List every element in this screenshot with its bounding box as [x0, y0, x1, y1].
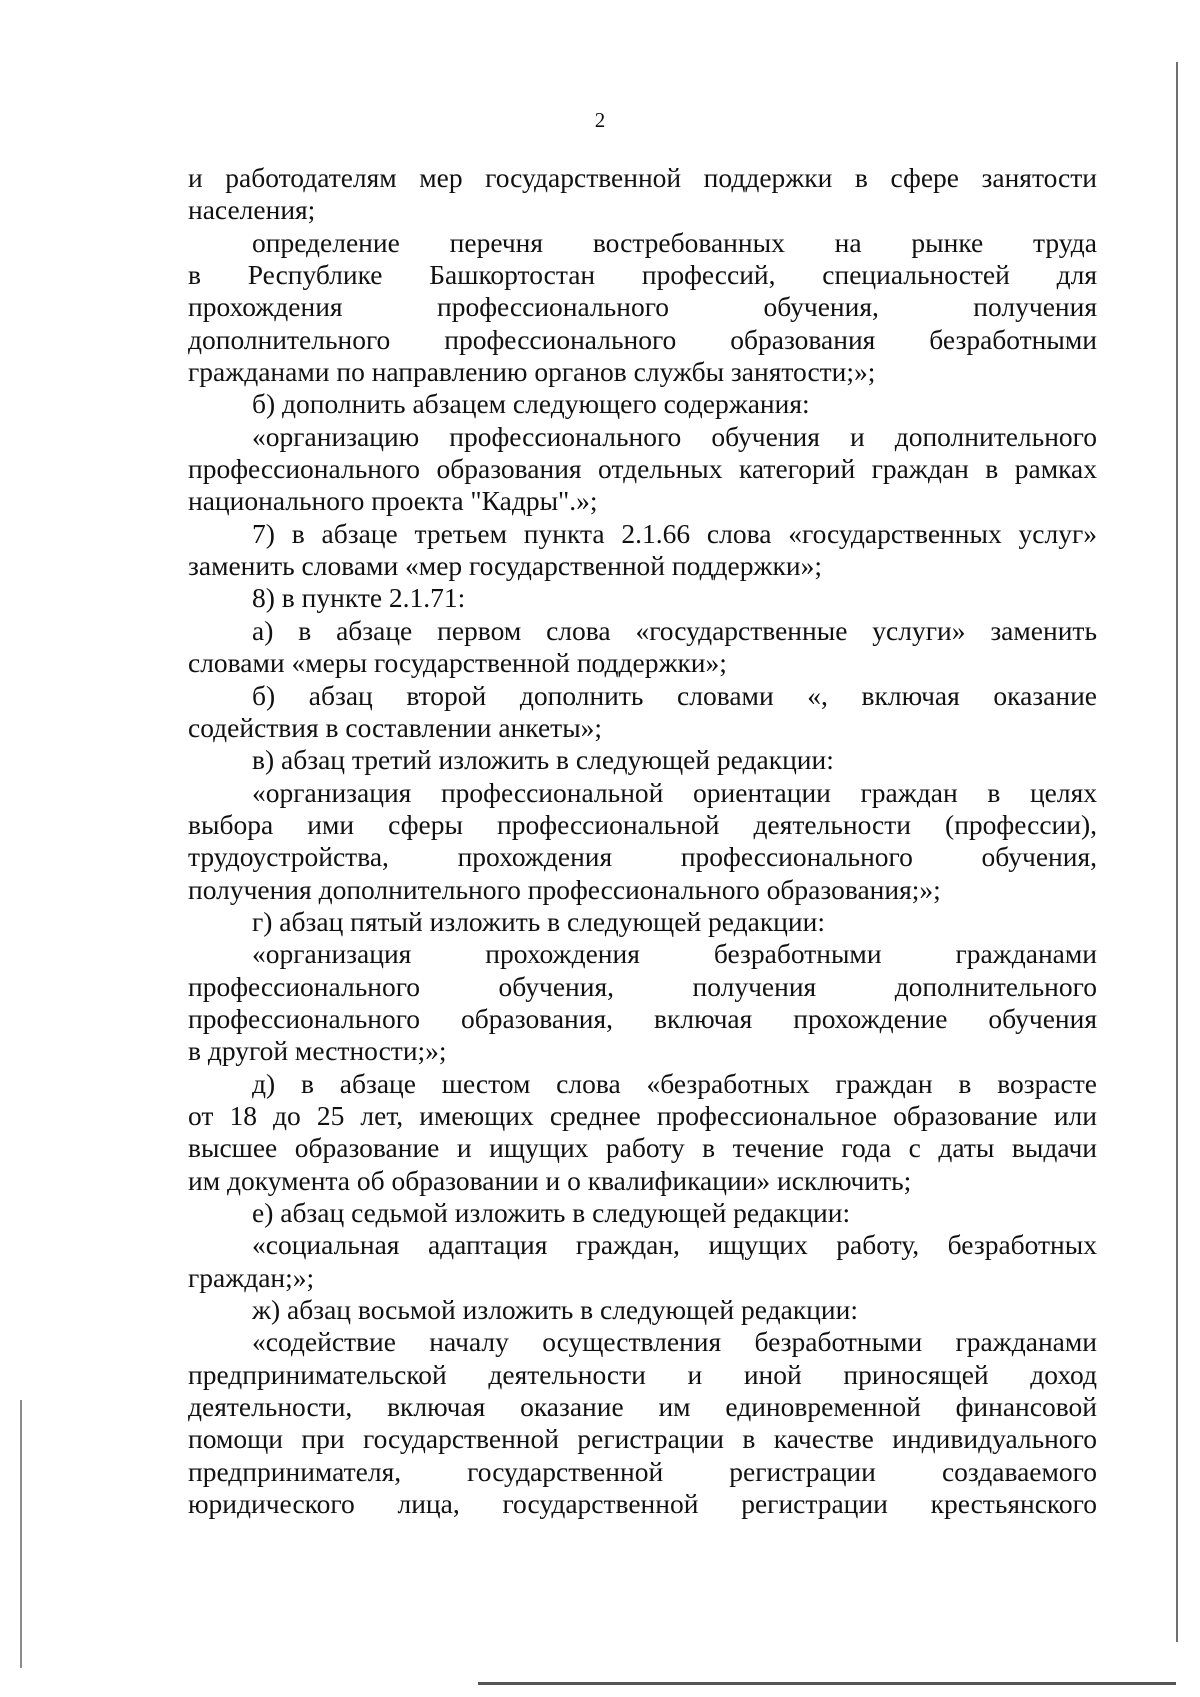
- text-line: в другой местности;»;: [188, 1035, 447, 1067]
- scan-edge-left: [20, 1400, 22, 1668]
- text-line: юридического лица, государственной регистрации крестьянского: [188, 1488, 1097, 1520]
- text-line: 8) в пункте 2.1.71:: [252, 582, 466, 614]
- text-line: в Республике Башкортостан профессий, специальностей для: [188, 259, 1097, 291]
- text-line: б) абзац второй дополнить словами «, включая оказание: [252, 679, 1097, 711]
- document-body: [188, 162, 1097, 1520]
- text-line: ж) абзац восьмой изложить в следующей редакции:: [252, 1294, 858, 1326]
- text-line: гражданами по направлению органов службы занятости;»;: [188, 356, 876, 388]
- text-line: «организация прохождения безработными гражданами: [252, 938, 1097, 970]
- text-line: «организацию профессионального обучения и дополнительного: [252, 420, 1097, 452]
- text-line: г) абзац пятый изложить в следующей редакции:: [252, 905, 825, 937]
- text-line: трудоустройства, прохождения профессионального обучения,: [188, 841, 1097, 873]
- text-line: е) абзац седьмой изложить в следующей редакции:: [252, 1197, 851, 1228]
- text-line: национального проекта "Кадры".»;: [188, 485, 598, 517]
- text-line: б) дополнить абзацем следующего содержания:: [252, 388, 810, 420]
- text-line: граждан;»;: [188, 1261, 315, 1293]
- text-line: а) в абзаце первом слова «государственные услуги» заменить: [252, 614, 1097, 646]
- text-line: «социальная адаптация граждан, ищущих работу, безработных: [252, 1229, 1097, 1261]
- text-line: содействия в составлении анкеты»;: [188, 711, 603, 743]
- text-line: предпринимателя, государственной регистрации создаваемого: [188, 1455, 1097, 1487]
- scan-edge-bottom: [478, 1682, 1176, 1685]
- text-line: д) в абзаце шестом слова «безработных граждан в возрасте: [252, 1067, 1097, 1099]
- text-line: и работодателям мер государственной поддержки в сфере занятости: [188, 162, 1097, 193]
- text-line: словами «меры государственной поддержки»;: [188, 647, 727, 679]
- text-line: заменить словами «мер государственной поддержки»;: [188, 550, 822, 582]
- text-line: прохождения профессионального обучения, получения: [188, 291, 1097, 323]
- text-line: профессионального образования, включая прохождение обучения: [188, 1002, 1097, 1034]
- text-line: населения;: [188, 194, 316, 226]
- text-line: профессионального образования отдельных категорий граждан в рамках: [188, 453, 1097, 485]
- scan-edge-right: [1176, 62, 1178, 1642]
- text-line: помощи при государственной регистрации в качестве индивидуального: [188, 1423, 1097, 1455]
- text-line: им документа об образовании и о квалификации» исключить;: [188, 1164, 912, 1196]
- page-number: 2: [594, 108, 606, 132]
- text-line: 7) в абзаце третьем пункта 2.1.66 слова «государственных услуг»: [252, 517, 1097, 549]
- text-line: определение перечня востребованных на рынке труда: [252, 226, 1097, 258]
- text-line: «организация профессиональной ориентации граждан в целях: [252, 776, 1097, 808]
- text-line: «содействие началу осуществления безработными гражданами: [252, 1326, 1097, 1358]
- text-line: профессионального обучения, получения дополнительного: [188, 970, 1097, 1002]
- text-line: в) абзац третий изложить в следующей редакции:: [252, 744, 834, 776]
- text-line: высшее образование и ищущих работу в течение года с даты выдачи: [188, 1132, 1097, 1164]
- text-line: выбора ими сферы профессиональной деятельности (профессии),: [188, 808, 1097, 840]
- text-line: дополнительного профессионального образования безработными: [188, 323, 1097, 355]
- text-line: получения дополнительного профессионального образования;»;: [188, 873, 941, 905]
- text-line: деятельности, включая оказание им единовременной финансовой: [188, 1391, 1097, 1423]
- text-line: от 18 до 25 лет, имеющих среднее профессиональное образование или: [188, 1099, 1097, 1131]
- text-line: предпринимательской деятельности и иной приносящей доход: [188, 1358, 1097, 1390]
